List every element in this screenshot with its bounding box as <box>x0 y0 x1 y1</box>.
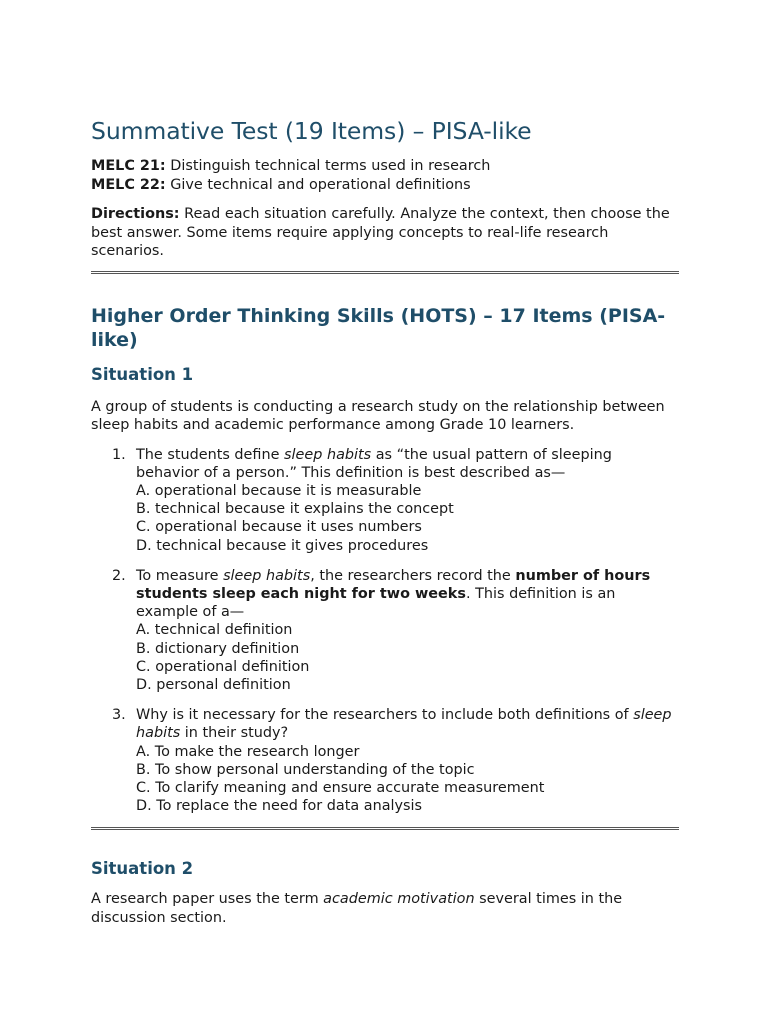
option-a: A. technical definition <box>136 622 293 639</box>
situation-2-text-part: A research paper uses the term <box>91 891 324 908</box>
directions-text: Read each situation carefully. Analyze the context, then choose the best answer. Some items require applying concepts to real-life research scenarios. <box>91 206 670 259</box>
melc-list <box>91 157 679 194</box>
option-a: A. To make the research longer <box>136 743 360 760</box>
option-d: D. To replace the need for data analysis <box>136 798 423 815</box>
stem-text: Why is it necessary for the researchers to include both definitions of <box>136 707 634 724</box>
melc-22 <box>91 176 679 195</box>
stem-text: in their study? <box>180 725 289 742</box>
situation-1-text: A group of students is conducting a research study on the relationship between sleep habits and academic performance among Grade 10 learners. <box>91 398 665 433</box>
melc-22-label: MELC 22: <box>91 176 166 193</box>
situation-1-heading: Situation 1 <box>91 364 194 384</box>
question-number: 1. <box>112 446 126 463</box>
stem-term: sleep habits <box>136 707 672 742</box>
question-2 <box>91 567 679 694</box>
option-b: B. dictionary definition <box>136 640 300 657</box>
option-d: D. personal definition <box>136 676 291 693</box>
option-c: C. operational definition <box>136 658 310 675</box>
hots-heading: Higher Order Thinking Skills (HOTS) – 17 Items (PISA-like) <box>91 304 666 351</box>
document-content <box>91 115 679 927</box>
stem-emphasis: number of hours students sleep each night for two weeks <box>136 567 651 602</box>
option-c: C. operational because it uses numbers <box>136 519 422 536</box>
question-number: 2. <box>112 567 126 584</box>
question-stem <box>136 447 612 481</box>
question-stem <box>136 568 650 620</box>
stem-term: sleep habits <box>284 446 372 463</box>
stem-text: as “the usual pattern of sleeping behavior of a person.” This definition is best described as— <box>136 446 612 481</box>
situation-2-text <box>91 890 679 927</box>
stem-term: sleep habits <box>223 567 311 584</box>
stem-text: The students define <box>136 446 285 463</box>
section-divider <box>91 271 679 274</box>
page-title: Summative Test (19 Items) – PISA-like <box>91 117 532 145</box>
option-d: D. technical because it gives procedures <box>136 537 429 554</box>
option-b: B. To show personal understanding of the topic <box>136 761 475 778</box>
directions <box>91 205 679 261</box>
melc-21-label: MELC 21: <box>91 158 166 174</box>
question-number: 3. <box>112 707 126 724</box>
melc-22-text: Give technical and operational definitions <box>165 176 471 193</box>
melc-21-text: Distinguish technical terms used in research <box>165 158 491 174</box>
melc-21 <box>91 157 679 176</box>
section-divider <box>91 827 679 830</box>
stem-text: . This definition is an example of a— <box>136 585 616 621</box>
situation-2-term: academic motivation <box>323 891 475 908</box>
question-1 <box>91 446 679 555</box>
option-a: A. operational because it is measurable <box>136 482 422 499</box>
question-3 <box>91 706 679 815</box>
situation-2-text-part: several times in the discussion section. <box>91 891 623 926</box>
option-b: B. technical because it explains the concept <box>136 501 454 518</box>
option-c: C. To clarify meaning and ensure accurate measurement <box>136 779 545 796</box>
situation-2-heading: Situation 2 <box>91 859 194 879</box>
directions-label: Directions: <box>91 206 180 222</box>
stem-text: To measure <box>136 567 224 584</box>
question-stem <box>136 707 672 741</box>
stem-text: , the researchers record the <box>310 567 516 584</box>
question-list <box>91 446 679 816</box>
